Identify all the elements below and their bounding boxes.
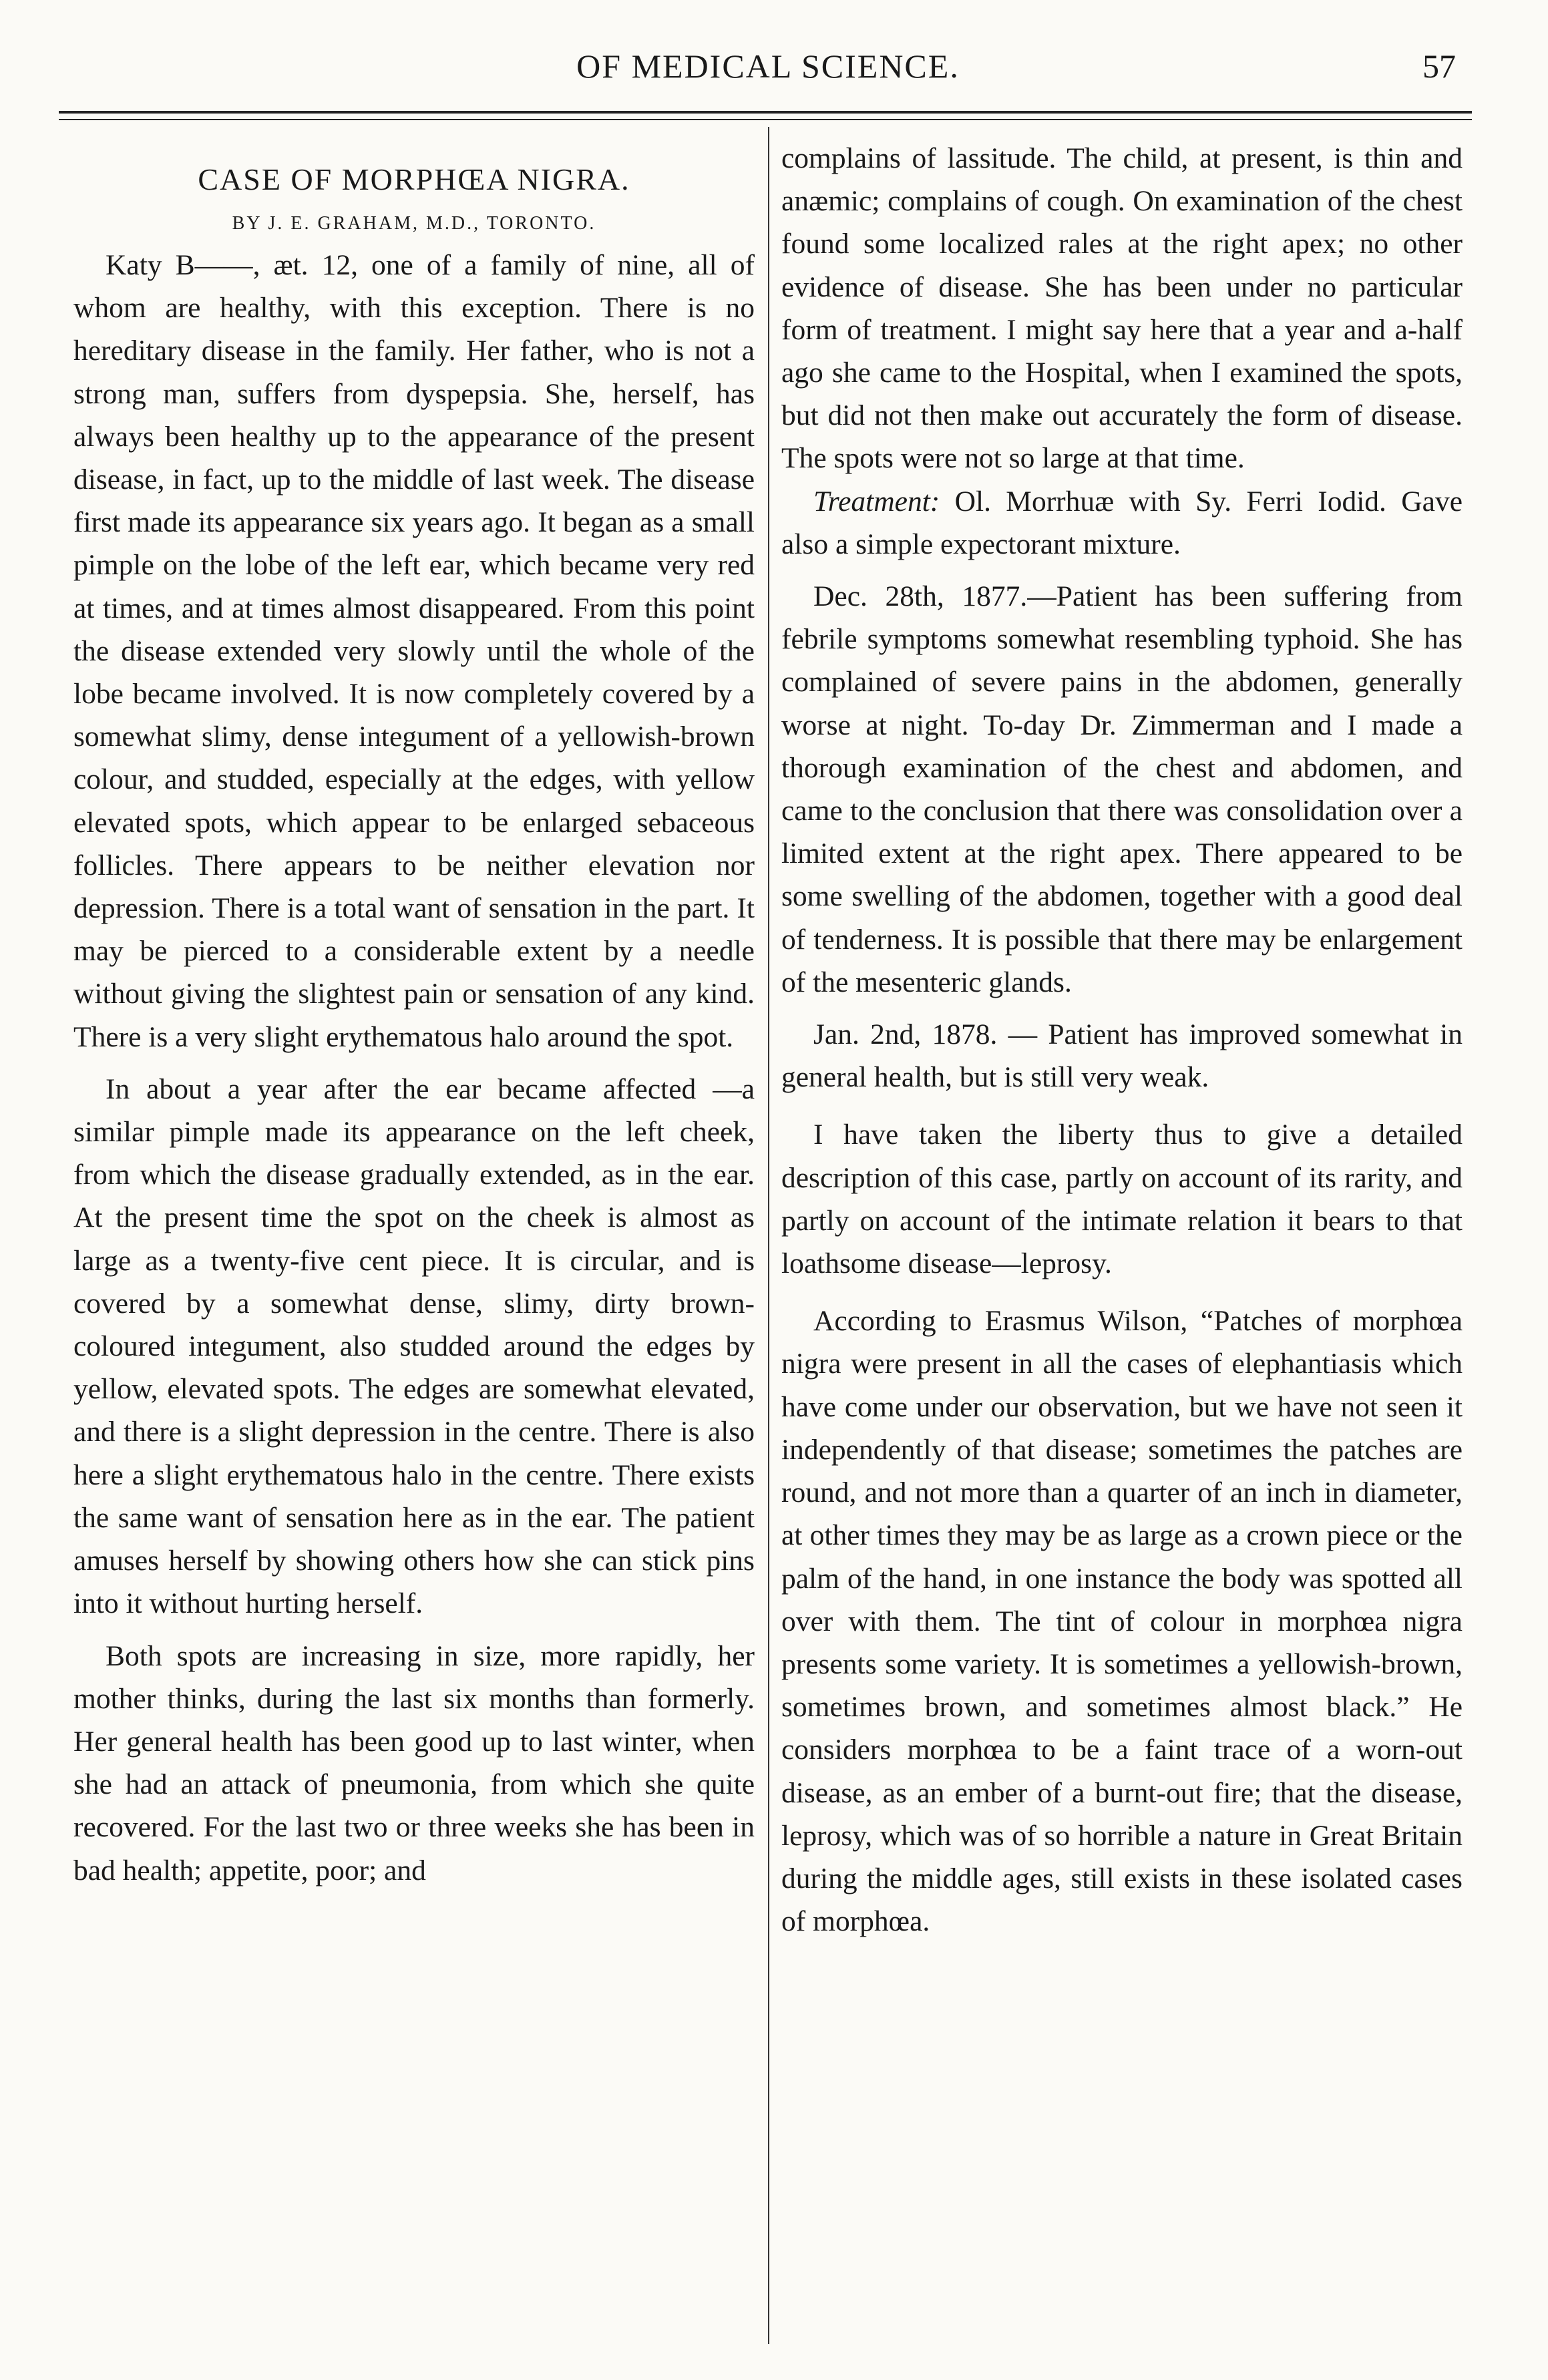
left-column xyxy=(73,137,755,1892)
paragraph: Dec. 28th, 1877.—Patient has been suffering from febrile symptoms somewhat resembling typhoid. She has complained of severe pains in the abdomen, generally worse at night. To-day Dr. Zimmerman and I made a thorough examination of the chest and abdomen, and came to the conclusion that there was consolidation over a limited extent at the right apex. There appeared to be some swelling of the abdomen, together with a good deal of tenderness. It is possible that there may be enlargement of the mesenteric glands. xyxy=(781,580,1463,998)
paragraph: According to Erasmus Wilson, “Patches of morphœa nigra were present in all the cases of elephantiasis which have come under our observation, but we have not seen it independently of that disease; sometimes the patches are round, and not more than a quarter of an inch in diameter, at other times they may be as large as a crown piece or the palm of the hand, in one instance the body was spotted all over with them. The tint of colour in morphœa nigra presents some variety. It is sometimes a yellowish-brown, sometimes brown, and sometimes almost black.” He considers morphœa to be a faint trace of a worn-out disease, as an ember of a burnt-out fire; that the disease, leprosy, which was of so horrible a nature in Great Britain during the middle ages, still exists in these isolated cases of morphœa. xyxy=(781,1305,1463,1938)
treatment-paragraph xyxy=(781,480,1463,566)
paragraph: Both spots are increasing in size, more rapidly, her mother thinks, during the last six months than formerly. Her general health has been good up to last winter, when she had an attack of pneumonia, from which she quite recovered. For the last two or three weeks she has been in bad health; appetite, poor; and xyxy=(73,1639,755,1887)
journal-title: OF MEDICAL SCIENCE. xyxy=(576,47,960,85)
paragraph: In about a year after the ear became affected —a similar pimple made its appearance on the left cheek, from which the disease gradually extended, as in the ear. At the present time the spot on the cheek is almost as large as a twenty-five cent piece. It is circular, and is covered by a somewhat dense, slimy, dirty brown-coloured integument, also studded around the edges by yellow, elevated spots. The edges are somewhat elevated, and there is a slight depression in the centre. There is also here a slight erythematous halo in the centre. There exists the same want of sensation here as in the ear. The patient amuses herself by showing others how she can stick pins into it without hurting herself. xyxy=(73,1072,755,1620)
header-rule-thin xyxy=(59,119,1472,120)
column-divider xyxy=(768,127,769,2344)
treatment-label: Treatment: xyxy=(813,485,940,518)
running-head xyxy=(0,47,1548,100)
header-rule-thick xyxy=(59,111,1472,114)
paragraph: Katy B——, æt. 12, one of a family of nine, all of whom are healthy, with this exception. There is no hereditary disease in the family. Her father, who is not a strong man, suffers from dyspepsia. She, herself, has always been healthy up to the appearance of the present disease, in fact, up to the middle of last week. The disease first made its appearance six years ago. It began as a small pimple on the lobe of the left ear, which became very red at times, and at times almost disappeared. From this point the disease extended very slowly until the whole of the lobe became involved. It is now completely covered by a somewhat slimy, dense integument of a yellowish-brown colour, and studded, especially at the edges, with yellow elevated spots, which appear to be enlarged sebaceous follicles. There appears to be neither elevation nor depression. There is a total want of sensation in the part. It may be pierced to a considerable extent by a needle without giving the slightest pain or sensation of any kind. There is a very slight erythematous halo around the spot. xyxy=(73,249,755,1053)
article-title: CASE OF MORPHŒA NIGRA. xyxy=(198,162,630,196)
paragraph: complains of lassitude. The child, at present, is thin and anæmic; complains of cough. On examination of the chest found some localized rales at the right apex; no other evidence of disease. She has been under no particular form of treatment. I might say here that a year and a-half ago she came to the Hospital, when I examined the spots, but did not then make out accurately the form of disease. The spots were not so large at that time. xyxy=(781,142,1463,475)
page-number: 57 xyxy=(1422,47,1456,85)
article-byline: BY J. E. GRAHAM, M.D., TORONTO. xyxy=(232,213,596,234)
right-column xyxy=(781,137,1463,1943)
paragraph: I have taken the liberty thus to give a detailed description of this case, partly on account of its rarity, and partly on account of the intimate relation it bears to that loathsome disease—leprosy. xyxy=(781,1119,1463,1280)
treatment-text: Ol. Morrhuæ with Sy. Ferri Iodid. Gave also a simple expectorant mixture. xyxy=(781,485,1463,560)
paragraph: Jan. 2nd, 1878. — Patient has improved somewhat in general health, but is still very weak. xyxy=(781,1018,1463,1094)
